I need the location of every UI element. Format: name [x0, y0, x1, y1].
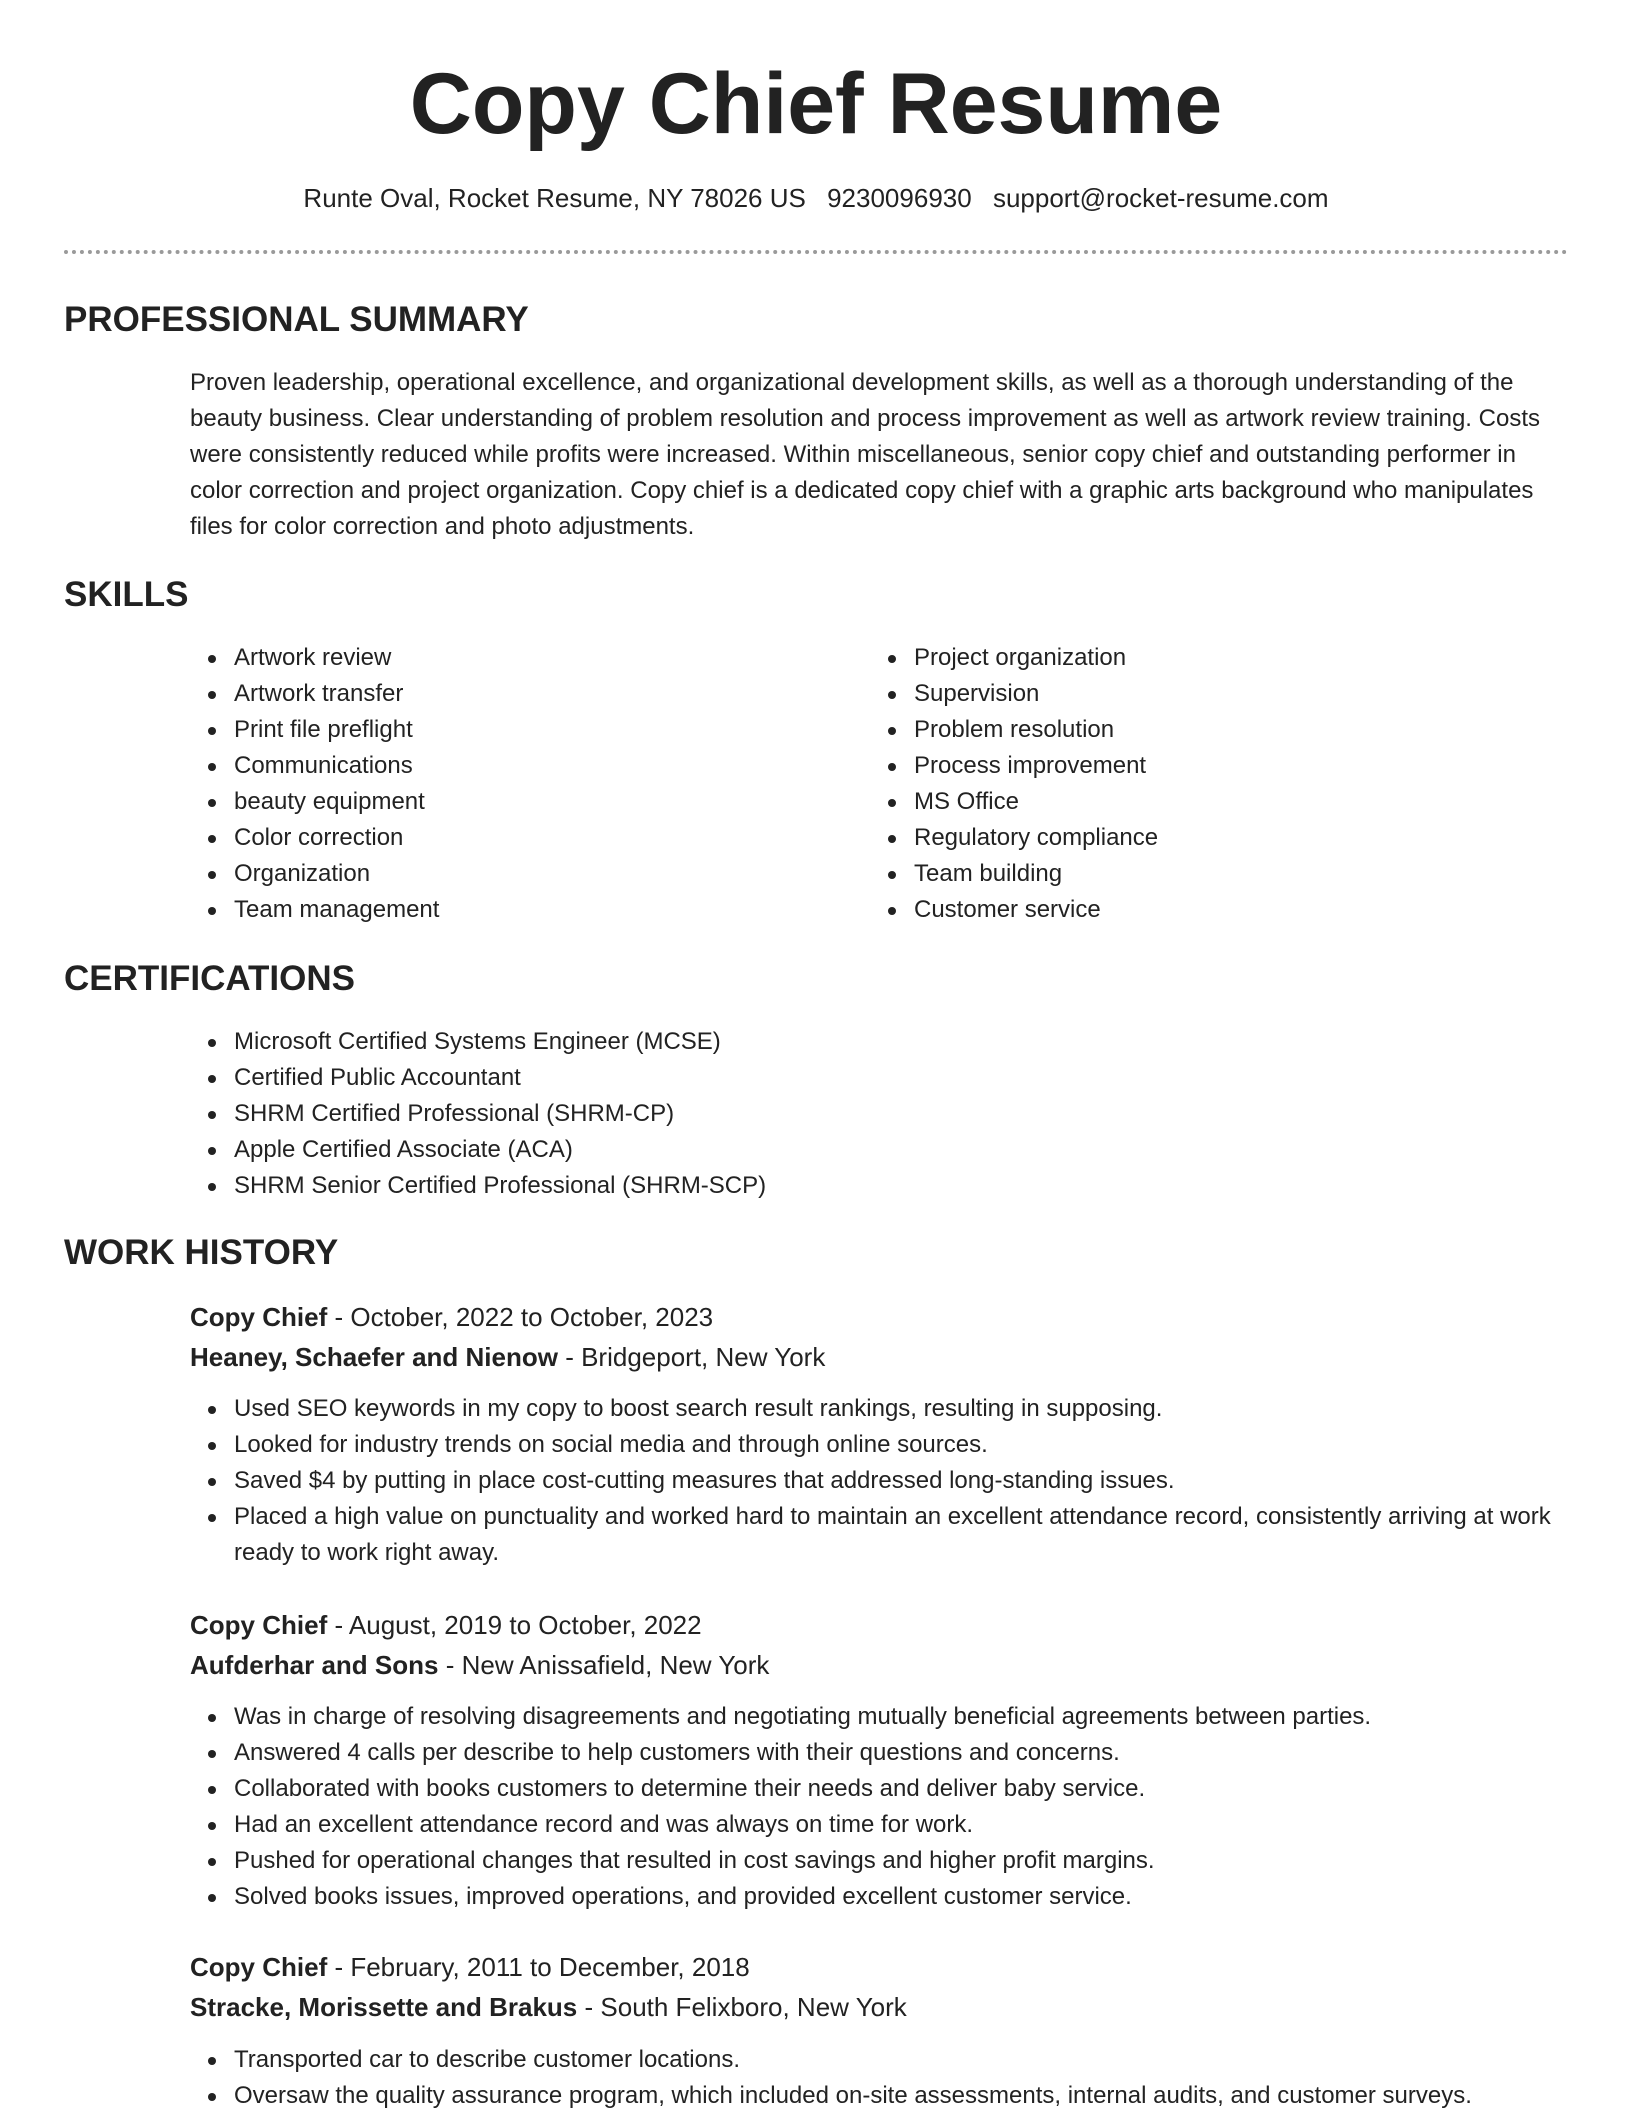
job-bullets: [190, 2042, 1614, 2112]
job-title: Copy Chief: [190, 1302, 328, 1332]
list-item: Solved books issues, improved operations, and provided excellent customer service.: [234, 1879, 1614, 1915]
job-title: Copy Chief: [190, 1952, 328, 1982]
list-item: Looked for industry trends on social media and through online sources.: [234, 1427, 1614, 1463]
certifications-list: [190, 1024, 1614, 1204]
job-dates: - August, 2019 to October, 2022: [327, 1610, 702, 1640]
header-divider: [64, 250, 1568, 254]
job-title-line: [190, 1949, 750, 1985]
contact-phone: 9230096930: [827, 183, 972, 213]
list-item: Used SEO keywords in my copy to boost search result rankings, resulting in supposing.: [234, 1391, 1614, 1427]
contact-address: Runte Oval, Rocket Resume, NY 78026 US: [303, 183, 806, 213]
list-item: Project organization: [914, 640, 1534, 676]
list-item: Oversaw the quality assurance program, which included on-site assessments, internal audits, and customer surveys.: [234, 2078, 1614, 2112]
job-location: - New Anissafield, New York: [438, 1650, 770, 1680]
section-title-work-history: WORK HISTORY: [64, 1233, 339, 1272]
list-item: Organization: [234, 856, 854, 892]
job-title-line: [190, 1299, 713, 1335]
list-item: Supervision: [914, 676, 1534, 712]
skills-list-right: [870, 640, 1534, 928]
list-item: Process improvement: [914, 748, 1534, 784]
section-title-certifications: CERTIFICATIONS: [64, 959, 356, 998]
job-dates: - February, 2011 to December, 2018: [327, 1952, 750, 1982]
list-item: Regulatory compliance: [914, 820, 1534, 856]
list-item: Answered 4 calls per describe to help customers with their questions and concerns.: [234, 1735, 1614, 1771]
job-company: Stracke, Morissette and Brakus: [190, 1992, 578, 2022]
list-item: Microsoft Certified Systems Engineer (MCSE): [234, 1024, 1614, 1060]
job-bullets: [190, 1391, 1614, 1571]
job-company: Aufderhar and Sons: [190, 1650, 439, 1680]
list-item: Problem resolution: [914, 712, 1534, 748]
list-item: Team building: [914, 856, 1534, 892]
job-company: Heaney, Schaefer and Nienow: [190, 1342, 558, 1372]
skills-list-left: [190, 640, 854, 928]
list-item: Had an excellent attendance record and was always on time for work.: [234, 1807, 1614, 1843]
job-company-line: [190, 1339, 825, 1375]
list-item: Artwork review: [234, 640, 854, 676]
resume-title: Copy Chief Resume: [409, 56, 1223, 152]
list-item: Was in charge of resolving disagreements and negotiating mutually beneficial agreements between parties.: [234, 1699, 1614, 1735]
list-item: Apple Certified Associate (ACA): [234, 1132, 1614, 1168]
list-item: Artwork transfer: [234, 676, 854, 712]
list-item: SHRM Certified Professional (SHRM-CP): [234, 1096, 1614, 1132]
list-item: beauty equipment: [234, 784, 854, 820]
list-item: SHRM Senior Certified Professional (SHRM-SCP): [234, 1168, 1614, 1204]
list-item: Transported car to describe customer locations.: [234, 2042, 1614, 2078]
list-item: Customer service: [914, 892, 1534, 928]
list-item: Saved $4 by putting in place cost-cutting measures that addressed long-standing issues.: [234, 1463, 1614, 1499]
job-bullets: [190, 1699, 1614, 1915]
job-company-line: [190, 1989, 907, 2025]
list-item: Collaborated with books customers to determine their needs and deliver baby service.: [234, 1771, 1614, 1807]
contact-line: [0, 180, 1632, 216]
list-item: Placed a high value on punctuality and worked hard to maintain an excellent attendance record, consistently arriving at work ready to work right away.: [234, 1499, 1614, 1571]
section-title-summary: PROFESSIONAL SUMMARY: [64, 300, 529, 339]
list-item: Communications: [234, 748, 854, 784]
summary-text: Proven leadership, operational excellence, and organizational development skills, as well as a thorough understanding of the beauty business. Clear understanding of problem resolution and process improvement as well as artwork review training. Costs were consistently reduced while profits were increased. Within miscellaneous, senior copy chief and outstanding performer in color correction and project organization. Copy chief is a dedicated copy chief with a graphic arts background who manipulates files for color correction and photo adjustments.: [190, 369, 1540, 540]
job-title: Copy Chief: [190, 1610, 328, 1640]
job-company-line: [190, 1647, 769, 1683]
job-location: - Bridgeport, New York: [557, 1342, 826, 1372]
list-item: Print file preflight: [234, 712, 854, 748]
job-location: - South Felixboro, New York: [577, 1992, 907, 2022]
list-item: Team management: [234, 892, 854, 928]
section-title-skills: SKILLS: [64, 575, 189, 614]
contact-email[interactable]: support@rocket-resume.com: [992, 183, 1329, 213]
list-item: MS Office: [914, 784, 1534, 820]
job-title-line: [190, 1607, 702, 1643]
list-item: Certified Public Accountant: [234, 1060, 1614, 1096]
list-item: Color correction: [234, 820, 854, 856]
job-dates: - October, 2022 to October, 2023: [327, 1302, 714, 1332]
list-item: Pushed for operational changes that resulted in cost savings and higher profit margins.: [234, 1843, 1614, 1879]
